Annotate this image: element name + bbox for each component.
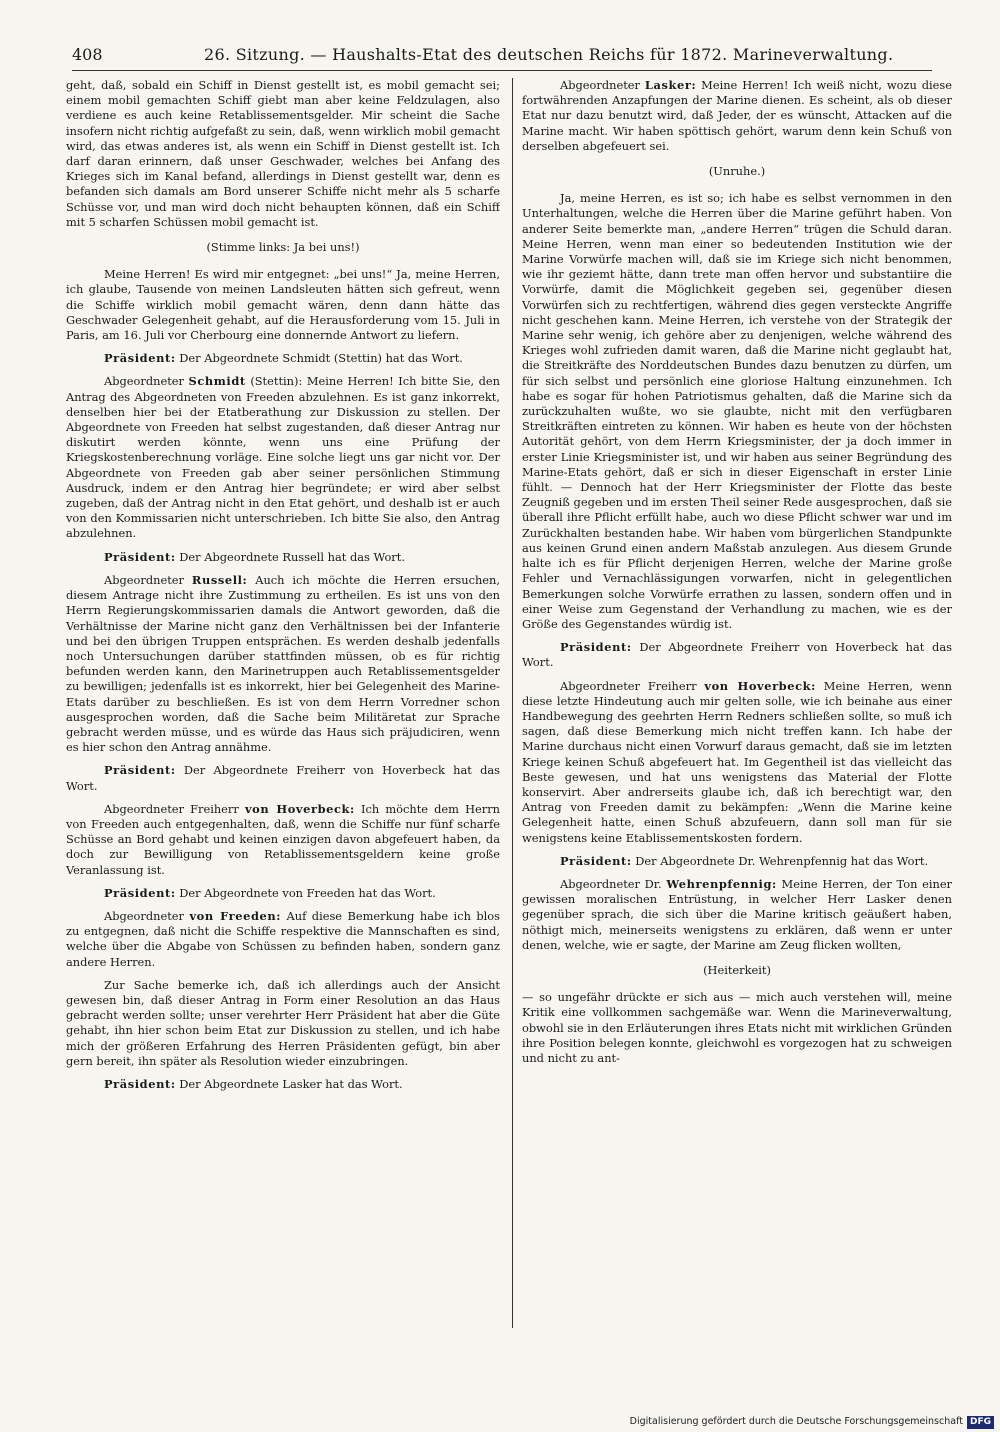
speech-text: Meine Herren, wenn diese letzte Hindeutung auch mir gelten solle, wie ich beinahe aus einer Handbewegung des geehrten Herrn Redners schließen sollte, so muß ich sagen, daß diese Bemerkung mich nicht treffen kann. Ich habe der Marine durchaus nicht einen Vorwurf daraus gemacht, daß sie im letzten Kriege keinen Schuß abgefeuert hat. Im Gegentheil ist das vielleicht das Beste gewesen, und hat uns wenigstens das Material der Flotte konservirt. Aber andrerseits glaube ich, daß ich berechtigt war, den Antrag von Freeden damit zu bekämpfen: „Wenn die Marine keine Gelegenheit hatte, einen Schuß abzufeuern, dann soll man für sie wenigstens keine Etablissementskosten fordern. (522, 678, 952, 845)
left-column (66, 78, 500, 1332)
speaker-line (66, 763, 500, 793)
interjection: (Unruhe.) (708, 164, 766, 179)
footer-credit: Digitalisierung gefördert durch die Deutsche Forschungsgemeinschaft (629, 1416, 963, 1427)
speech (66, 802, 500, 878)
speaker-prefix: Abgeordneter Dr. (560, 876, 662, 891)
speaker-name: Schmidt (188, 374, 246, 389)
speech (522, 679, 952, 846)
speaker-name: Präsident: (560, 640, 632, 655)
speech-text: Der Abgeordnete Dr. Wehrenpfennig hat das Wort. (635, 853, 929, 868)
speaker-prefix: Abgeordneter Freiherr (104, 801, 239, 816)
paragraph: geht, daß, sobald ein Schiff in Dienst gestellt ist, es mobil gemacht sei; einem mobil gemachten Schiff giebt man aber keine Feldzulagen, also verdiene es auch keine Retablissementsgelder. Mir scheint die Sache insofern nicht richtig aufgefaßt zu sein, daß, wenn wirklich mobil gemacht wird, das etwas anderes ist, als wenn ein Schiff in Dienst gestellt ist. Ich darf daran erinnern, daß unser Geschwader, welches bei Anfang des Krieges sich im Kanal befand, allerdings in Dienst gestellt war, denn es befanden sich damals am Bord unserer Schiffe nicht mehr als 5 scharfe Schüsse vor, und man wird doch nicht behaupten können, daß ein Schiff mit 5 scharfen Schüssen mobil gemacht ist. (66, 78, 500, 229)
speaker-prefix: Abgeordneter (104, 908, 184, 923)
speech-text: (Stettin): Meine Herren! Ich bitte Sie, den Antrag des Abgeordneten von Freeden abzulehnen. Es ist ganz inkorrekt, denselben hier bei der Etatberathung zur Diskussion zu stellen. Der Abgeordnete von Freeden hat selbst zugestanden, daß dieser Antrag nur diskutirt werden könnte, wenn uns eine Prüfung der Kriegskostenberechnung vorläge. Eine solche liegt uns gar nicht vor. Der Abgeordnete von Freeden gab aber seiner persönlichen Stimmung Ausdruck, indem er den Antrag hier begründete; er wird aber selbst zugeben, daß der Antrag nicht in den Etat gehört, und deshalb ist er auch von den Kommissarien nicht unterschrieben. Ich bitte Sie also, den Antrag abzulehnen. (66, 374, 500, 541)
speech-text: Meine Herren, der Ton einer gewissen moralischen Entrüstung, in welcher Herr Lasker denen gegenüber sprach, die sich über die Marine kritisch geäußert haben, nöthigt mich, meinerseits wenigstens zu erklären, daß wenn er unter denen, welche, wie er sagte, der Marine am Zeug flicken wollten, (522, 876, 952, 952)
column-divider (512, 78, 513, 1328)
digitization-footer (630, 1415, 994, 1429)
speech-text: Auch ich möchte die Herren ersuchen, diesem Antrage nicht ihre Zustimmung zu ertheilen. Es ist uns von den Herrn Regierungskommissarien damals die Antwort geworden, daß die Verhältnisse der Marine nicht ganz den Verhältnissen bei der Infanterie und bei den übrigen Truppen entsprächen. Es werden deshalb jedenfalls noch Untersuchungen darüber stattfinden müssen, ob es für richtig befunden werden kann, den Marinetruppen auch Retablissementsgelder zu bewilligen; jedenfalls ist es inkorrekt, hier bei Gelegenheit des Marine-Etats darüber zu beschließen. Es ist von dem Herrn Vorredner schon ausgesprochen worden, daß die Sache beim Militäretat zur Sprache gebracht werden müsse, und es würde das Haus sich präjudiciren, wenn es hier schon den Antrag annähme. (66, 572, 500, 755)
speaker-prefix: Abgeordneter (560, 78, 640, 92)
speech-text: Auf diese Bemerkung habe ich blos zu entgegnen, daß nicht die Schiffe respektive die Mannschaften es sind, welche über die Abgabe von Schüssen zu befinden haben, sondern ganz andere Herren. (66, 908, 500, 969)
speech (66, 374, 500, 541)
speech (522, 78, 952, 154)
speaker-name: von Hoverbeck: (244, 801, 355, 816)
speaker-name: Präsident: (560, 853, 632, 868)
speech-text: Der Abgeordnete Russell hat das Wort. (179, 549, 405, 564)
speaker-line (66, 351, 500, 366)
speaker-name: von Hoverbeck: (704, 678, 816, 693)
interjection: (Stimme links: Ja bei uns!) (206, 240, 360, 255)
speaker-prefix: Abgeordneter (104, 572, 184, 587)
interjection: (Heiterkeit) (703, 962, 771, 977)
speech-text: Der Abgeordnete Freiherr von Hoverbeck hat das Wort. (522, 640, 952, 670)
speech-text: Meine Herren! Ich weiß nicht, wozu diese fortwährenden Anzapfungen der Marine dienen. Es scheint, als ob dieser Etat nur dazu benutzt wird, daß Jeder, der es wünscht, Attacken auf die Marine macht. Wir haben spöttisch gehört, warum denn kein Schuß von derselben abgefeuert sei. (522, 78, 952, 153)
speaker-prefix: Abgeordneter Freiherr (560, 678, 697, 693)
speech (66, 909, 500, 970)
speaker-line (522, 640, 952, 670)
speech (522, 877, 952, 953)
paragraph: Meine Herren! Es wird mir entgegnet: „bei uns!“ Ja, meine Herren, ich glaube, Tausende von meinen Landsleuten hätten sich gefreut, wenn die Schiffe wirklich mobil gemacht wären, denn dann hätte das Geschwader Gelegenheit gehabt, auf die Herausforderung vom 15. Juli in Paris, am 16. Juli vor Cherbourg eine donnernde Antwort zu liefern. (66, 267, 500, 343)
header-rule (72, 70, 932, 71)
dfg-logo: DFG (967, 1416, 994, 1429)
paragraph: — so ungefähr drückte er sich aus — mich auch verstehen will, meine Kritik eine vollkommen sachgemäße war. Wenn die Marineverwaltung, obwohl sie in den Erläuterungen ihres Etats nicht mit wirklichen Gründen ihre Position belegen konnte, gleichwohl es vorgezogen hat zu schweigen und nicht zu ant- (522, 990, 952, 1065)
speech-text: Ich möchte dem Herrn von Freeden auch entgegenhalten, daß, wenn die Schiffe nur fünf scharfe Schüsse an Bord gehabt und keinen einzigen davon abgefeuert haben, da doch zur Bewilligung von Retablissementsgeldern keine große Veranlassung ist. (66, 801, 500, 877)
speaker-line (522, 854, 952, 869)
speech-text: Der Abgeordnete Schmidt (Stettin) hat das Wort. (179, 351, 463, 366)
paragraph: Zur Sache bemerke ich, daß ich allerdings auch der Ansicht gewesen bin, daß dieser Antrag in Form einer Resolution an das Haus gebracht werden sollte; unser verehrter Herr Präsident hat aber die Güte gehabt, ihn hier schon beim Etat zur Diskussion zu stellen, und ich habe mich der größeren Erfahrung des Herren Präsidenten gefügt, bin aber gern bereit, ihn später als Resolution wieder einzubringen. (66, 977, 500, 1068)
speaker-name: von Freeden: (189, 908, 282, 923)
speaker-name: Präsident: (104, 351, 176, 366)
speaker-prefix: Abgeordneter (104, 374, 184, 389)
speech-text: Der Abgeordnete von Freeden hat das Wort. (179, 885, 436, 900)
speaker-name: Präsident: (104, 1076, 176, 1091)
running-title: 26. Sitzung. — Haushalts-Etat des deutschen Reichs für 1872. Marineverwaltung. (204, 45, 894, 64)
right-column (522, 78, 952, 1332)
speaker-name: Präsident: (104, 549, 176, 564)
speaker-name: Wehrenpfennig: (666, 876, 777, 891)
speech-text: Der Abgeordnete Freiherr von Hoverbeck hat das Wort. (66, 763, 500, 793)
page-header (72, 40, 932, 70)
speaker-name: Russell: (191, 572, 248, 587)
page-number: 408 (72, 45, 103, 64)
speaker-line (66, 1077, 500, 1092)
speaker-name: Lasker: (644, 78, 697, 92)
speech-text: Der Abgeordnete Lasker hat das Wort. (179, 1076, 403, 1091)
speaker-name: Präsident: (104, 763, 176, 778)
speaker-line (66, 550, 500, 565)
speaker-name: Präsident: (104, 885, 176, 900)
speaker-line (66, 886, 500, 901)
speech (66, 573, 500, 755)
paragraph: Ja, meine Herren, es ist so; ich habe es selbst vernommen in den Unterhaltungen, welche die Herren über die Marine geführt haben. Von anderer Seite bemerkte man, „andere Herren“ trügen die Schuld daran. Meine Herren, wenn man einer so bedeutenden Institution wie der Marine Vorwürfe machen will, daß sie im Kriege sich nicht benommen, wie ihr geziemt hätte, dann trete man offen hervor und substantiire die Vorwürfe, damit die Möglichkeit gegeben sei, gegenüber diesen Vorwürfen sich zu rechtfertigen, während dies gegen versteckte Angriffe nicht geschehen kann. Meine Herren, ich verstehe von der Strategik der Marine sehr wenig, ich gehöre aber zu denjenigen, welche während des Krieges wohl zufrieden damit waren, daß die Marine nicht geglaubt hat, die Streitkräfte des Norddeutschen Bundes dazu benutzen zu dürfen, um für sich selbst und persönlich eine gloriose Haltung einzunehmen. Ich habe es sogar für hohen Patriotismus gehalten, daß die Marine sich da zurückzuhalten wußte, wo sie glaubte, nicht mit den verfügbaren Streitkräften eintreten zu können. Wir haben es heute von der höchsten Autorität gehört, von dem Herrn Kriegsminister, der ja doch immer in erster Linie Kriegsminister ist, und wir haben aus seiner Begründung des Marine-Etats gehört, daß er sich in dieser Eigenschaft in erster Linie fühlt. — Dennoch hat der Herr Kriegsminister der Flotte das beste Zeugniß gegeben und im ersten Theil seiner Rede ausgesprochen, daß sie überall ihre Pflicht erfüllt habe, auch wo diese Pflicht schwer war und im Zurückhalten bestanden habe. Wir haben vom bürgerlichen Standpunkte aus keinen Grund einen andern Maßstab anzulegen. Aus diesem Grunde halte ich es für Pflicht derjenigen Herren, welche der Marine große Fehler und Vernachlässigungen vorwarfen, nicht in gelegentlichen Bemerkungen solche Vorwürfe errathen zu lassen, sondern offen und in einer Weise zum Gegenstand der Verhandlung zu machen, wie es der Größe des Gegenstandes würdig ist. (522, 191, 952, 631)
